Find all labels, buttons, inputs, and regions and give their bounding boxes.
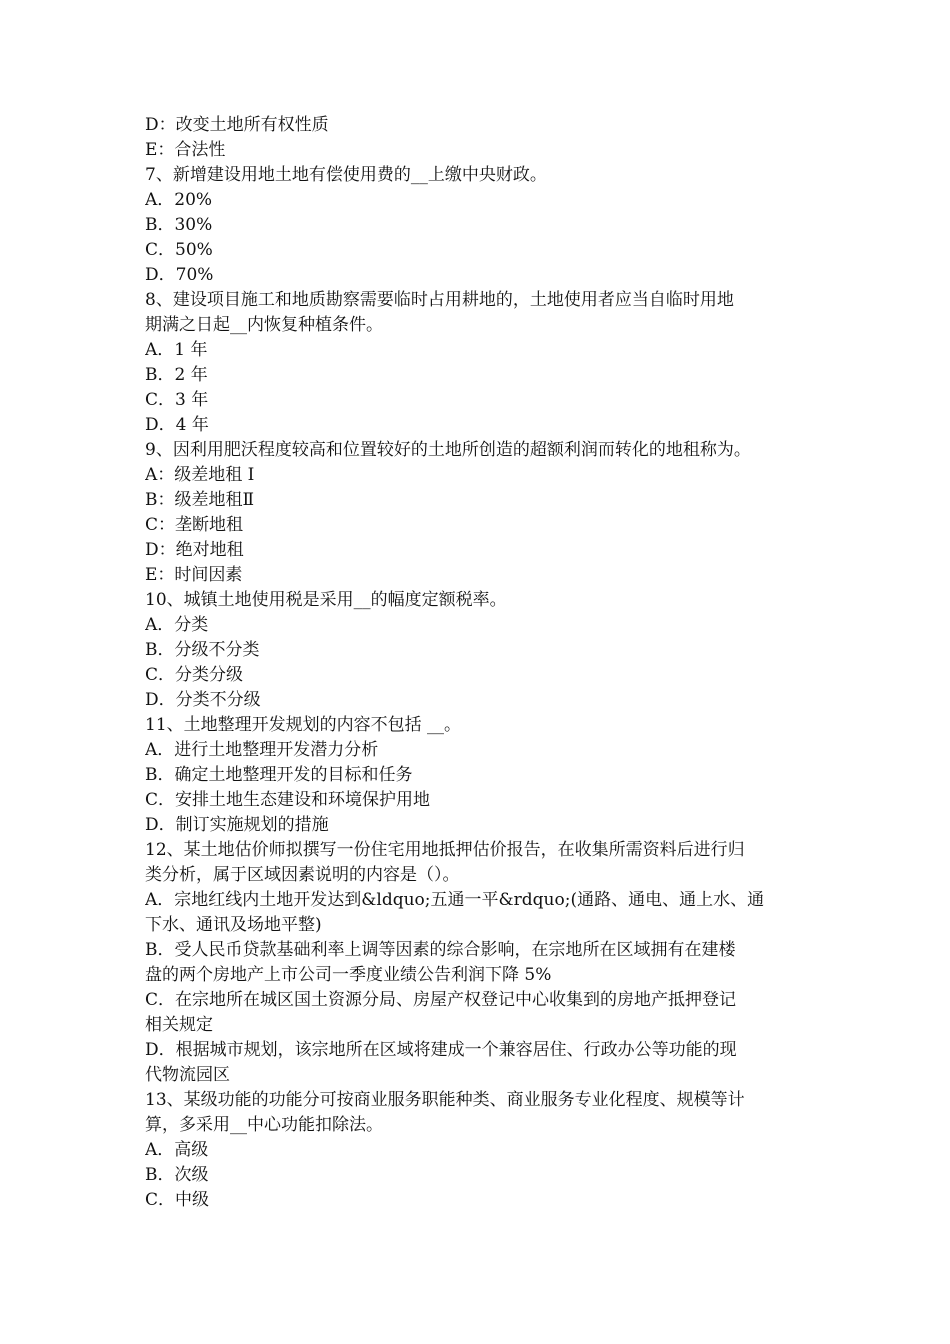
option-line: B．2 年 xyxy=(145,365,208,385)
option-line: B．次级 xyxy=(145,1165,209,1185)
option-line: D．根据城市规划，该宗地所在区域将建成一个兼容居住、行政办公等功能的现 xyxy=(145,1040,737,1060)
option-line: C．3 年 xyxy=(145,390,209,410)
question-13-cont: 算，多采用__中心功能扣除法。 xyxy=(145,1115,383,1135)
option-line: B．确定土地整理开发的目标和任务 xyxy=(145,765,413,785)
option-line: B．受人民币贷款基础利率上调等因素的综合影响，在宗地所在区域拥有在建楼 xyxy=(145,940,736,960)
question-7: 7、新增建设用地土地有偿使用费的__上缴中央财政。 xyxy=(145,165,547,185)
option-line: D．4 年 xyxy=(145,415,209,435)
option-line: D．70% xyxy=(145,265,214,285)
option-line-cont: 相关规定 xyxy=(145,1015,213,1035)
option-line: A．20% xyxy=(145,190,213,210)
option-line: C：垄断地租 xyxy=(145,515,244,535)
option-line-cont: 下水、通讯及场地平整) xyxy=(145,915,322,935)
question-8-cont: 期满之日起__内恢复种植条件。 xyxy=(145,315,383,335)
option-line: D．分类不分级 xyxy=(145,690,261,710)
question-8: 8、建设项目施工和地质勘察需要临时占用耕地的，土地使用者应当自临时用地 xyxy=(145,290,734,310)
option-line: B．30% xyxy=(145,215,213,235)
question-9: 9、因利用肥沃程度较高和位置较好的土地所创造的超额利润而转化的地租称为。 xyxy=(145,440,751,460)
option-line: C．中级 xyxy=(145,1190,210,1210)
option-line: C．50% xyxy=(145,240,213,260)
option-line: C．分类分级 xyxy=(145,665,244,685)
option-line-cont: 盘的两个房地产上市公司一季度业绩公告利润下降 5% xyxy=(145,965,552,985)
option-line: B．分级不分类 xyxy=(145,640,260,660)
option-line: B：级差地租Ⅱ xyxy=(145,490,255,510)
option-line: D．制订实施规划的措施 xyxy=(145,815,329,835)
option-line: C．在宗地所在城区国土资源分局、房屋产权登记中心收集到的房地产抵押登记 xyxy=(145,990,737,1010)
option-line: A：级差地租 I xyxy=(145,465,255,485)
question-11: 11、土地整理开发规划的内容不包括 __。 xyxy=(145,715,462,735)
option-line: C．安排土地生态建设和环境保护用地 xyxy=(145,790,431,810)
text-line: E：合法性 xyxy=(145,140,226,160)
document-page xyxy=(145,113,815,1213)
option-line-cont: 代物流园区 xyxy=(145,1065,230,1085)
option-line: A．高级 xyxy=(145,1140,209,1160)
option-line: D：绝对地租 xyxy=(145,540,244,560)
question-13: 13、某级功能的功能分可按商业服务职能种类、商业服务专业化程度、规模等计 xyxy=(145,1090,745,1110)
option-line: A．进行土地整理开发潜力分析 xyxy=(145,740,379,760)
option-line: E：时间因素 xyxy=(145,565,243,585)
option-line: A．1 年 xyxy=(145,340,208,360)
option-line: A．宗地红线内土地开发达到&ldquo;五通一平&rdquo;(通路、通电、通上水、通 xyxy=(145,890,765,910)
question-12-cont: 类分析，属于区域因素说明的内容是（）。 xyxy=(145,865,460,885)
question-10: 10、城镇土地使用税是采用__的幅度定额税率。 xyxy=(145,590,507,610)
text-line: D：改变土地所有权性质 xyxy=(145,115,329,135)
option-line: A．分类 xyxy=(145,615,209,635)
question-12: 12、某土地估价师拟撰写一份住宅用地抵押估价报告，在收集所需资料后进行归 xyxy=(145,840,745,860)
